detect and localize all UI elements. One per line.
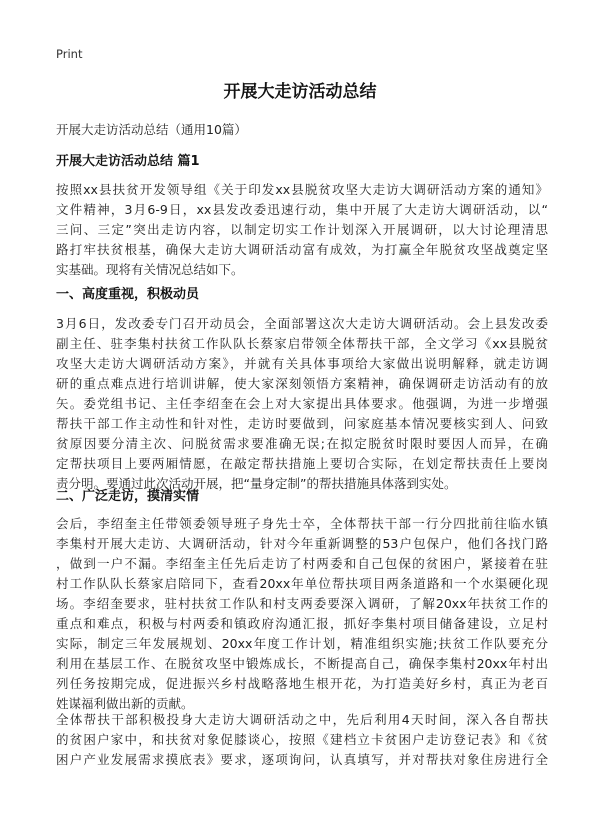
paragraph-line: 矢。委党组书记、主任李绍奎在会上对大家提出具体要求。他强调，为进一步增强 bbox=[56, 396, 548, 411]
section-heading-2: 二、广泛走访，摸清实情 bbox=[56, 489, 200, 504]
section-heading-1: 一、高度重视，积极动员 bbox=[56, 287, 200, 302]
paragraph-line: ，做到一户不漏。李绍奎主任先后走访了村两委和自己包保的贫困户，紧接着在驻 bbox=[56, 556, 548, 571]
paragraph-line: 重点和难点，积极与村两委和镇政府沟通汇报，抓好李集村项目储备建设，立足村 bbox=[56, 616, 548, 631]
paragraph-line: 列任务按期完成，促进振兴乡村战略落地生根开花，为打造美好乡村，真正为老百 bbox=[56, 676, 548, 691]
paragraph-line: 贫原因要分清主次、问脱贫需求要准确无误;在拟定脱贫时限时要因人而异，在确 bbox=[56, 436, 548, 451]
paragraph-line: 责分明。要通过此次活动开展，把“量身定制”的帮扶措施具体落到实处。 bbox=[56, 476, 457, 491]
paragraph-line: 村工作队队长蔡家启陪同下，查看20xx年单位帮扶项目两条道路和一个水渠硬化现 bbox=[56, 576, 548, 591]
paragraph-line: 李集村开展大走访、大调研活动，针对今年重新调整的53户包保户，他们各找门路 bbox=[56, 536, 548, 551]
paragraph-line: 实际，制定三年发展规划、20xx年度工作计划，精准组织实施;扶贫工作队要充分 bbox=[56, 636, 548, 651]
paragraph-line: 全体帮扶干部积极投身大走访大调研活动之中，先后利用4天时间，深入各自帮扶 bbox=[56, 712, 548, 727]
paragraph-intro bbox=[56, 180, 548, 280]
paragraph-line: 帮扶干部工作主动性和针对性，走访时要做到，问家庭基本情况要核实到人、问致 bbox=[56, 416, 548, 431]
paragraph-line: 利用在基层工作、在脱贫攻坚中锻炼成长，不断提高自己，确保李集村20xx年村出 bbox=[56, 656, 548, 671]
paragraph-line: 路打牢扶贫根基，确保大走访大调研活动富有成效，为打赢全年脱贫攻坚战奠定坚 bbox=[56, 242, 548, 257]
paragraph-visits bbox=[56, 514, 548, 714]
paragraph-line: 三问、三定”突出走访内容，以制定切实工作计划深入开展调研，以大讨论理清思 bbox=[56, 222, 548, 237]
paragraph-line: 姓谋福利做出新的贡献。 bbox=[56, 696, 194, 711]
document-title: 开展大走访活动总结 bbox=[223, 82, 377, 102]
paragraph-line: 困户产业发展需求摸底表》要求，逐项询问，认真填写，并对帮扶对象住房进行全 bbox=[56, 752, 548, 767]
paragraph-line: 按照xx县扶贫开发领导组《关于印发xx县脱贫攻坚大走访大调研活动方案的通知》 bbox=[56, 182, 548, 197]
paragraph-line: 场。李绍奎要求，驻村扶贫工作队和村支两委要深入调研，了解20xx年扶贫工作的 bbox=[56, 596, 548, 611]
paragraph-line: 副主任、驻李集村扶贫工作队队长蔡家启带领全体帮扶干部，全文学习《xx县脱贫 bbox=[56, 336, 548, 351]
article-heading: 开展大走访活动总结 篇1 bbox=[56, 154, 200, 169]
paragraph-line: 的贫困户家中，和扶贫对象促膝谈心，按照《建档立卡贫困户走访登记表》和《贫 bbox=[56, 732, 548, 747]
paragraph-fieldwork bbox=[56, 710, 548, 770]
paragraph-mobilization bbox=[56, 314, 548, 494]
paragraph-line: 文件精神，3月6-9日，xx县发改委迅速行动，集中开展了大走访大调研活动，以“ bbox=[56, 202, 548, 217]
document-subtitle: 开展大走访活动总结（通用10篇） bbox=[56, 122, 247, 137]
paragraph-line: 定帮扶项目上要两厢情愿，在敲定帮扶措施上要切合实际，在划定帮扶责任上要岗 bbox=[56, 456, 548, 471]
paragraph-line: 会后，李绍奎主任带领委领导班子身先士卒，全体帮扶干部一行分四批前往临水镇 bbox=[56, 516, 548, 531]
paragraph-line: 实基础。现将有关情况总结如下。 bbox=[56, 262, 244, 277]
print-link[interactable]: Print bbox=[56, 47, 83, 61]
paragraph-line: 攻坚大走访大调研活动方案》，并就有关具体事项给大家做出说明解释，就走访调 bbox=[56, 356, 548, 371]
paragraph-line: 研的重点难点进行培训讲解，使大家深刻领悟方案精神，确保调研走访活动有的放 bbox=[56, 376, 548, 391]
paragraph-line: 3月6日，发改委专门召开动员会，全面部署这次大走访大调研活动。会上县发改委 bbox=[56, 316, 548, 331]
